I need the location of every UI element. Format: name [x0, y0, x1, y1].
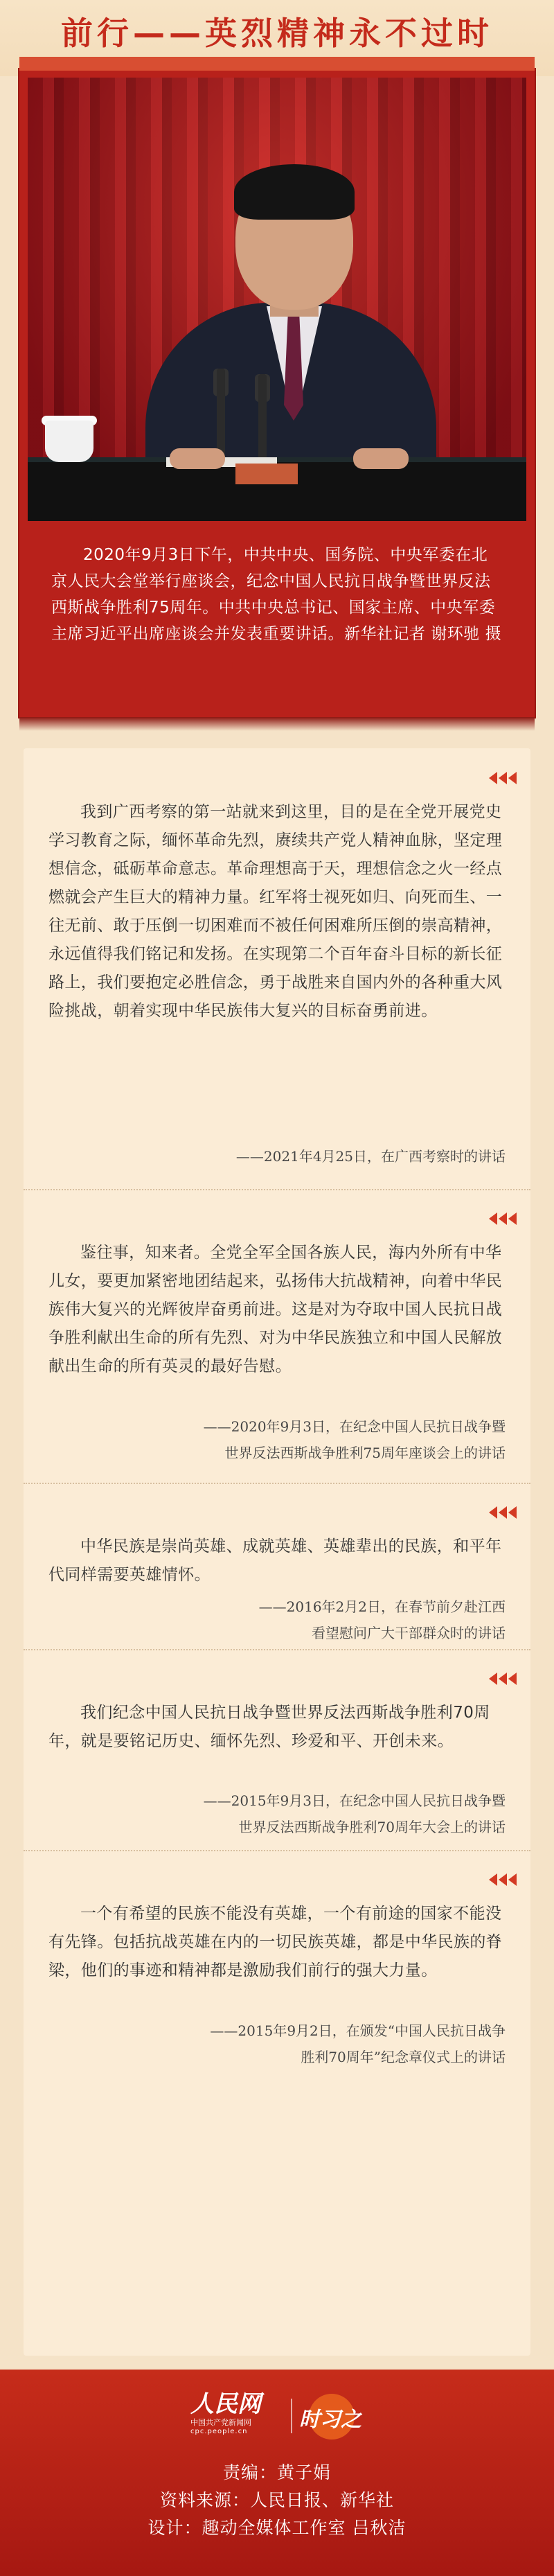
triple-arrow-icon: [488, 1671, 518, 1686]
nameplate: [235, 464, 298, 484]
quote-source: ——2020年9月3日，在纪念中国人民抗日战争暨: [203, 1418, 506, 1435]
triple-arrow-icon: [488, 1505, 518, 1520]
source-credit: 资料来源：人民日报、新华社: [159, 2490, 394, 2510]
quote-source: ——2015年9月3日，在纪念中国人民抗日战争暨: [203, 1792, 506, 1809]
page-title: 前行——英烈精神永不过时: [61, 15, 493, 52]
quote-source: ——2021年4月25日，在广西考察时的讲话: [235, 1148, 506, 1165]
design-credit: 设计：趣动全媒体工作室 吕秋洁: [148, 2518, 406, 2538]
quote-text: 一个有希望的民族不能没有英雄，一个有前途的国家不能没有先锋。包括抗战英雄在内的一切民族英雄，都是中华民族的脊梁，他们的事迹和精神都是激励我们前行的强大力量。: [48, 1905, 503, 1979]
people-cn-logo[interactable]: 人民网 中国共产党新闻网 cpc.people.cn: [190, 2390, 261, 2435]
quote-source: 世界反法西斯战争胜利70周年大会上的讲话: [238, 1819, 506, 1835]
divider: [24, 1483, 530, 1484]
triple-arrow-icon: [488, 1872, 518, 1887]
quote-text: 我到广西考察的第一站就来到这里，目的是在全党开展党史学习教育之际，缅怀革命先烈，赓续共产党人精神血脉，坚定理想信念，砥砺革命意志。革命理想高于天，理想信念之火一经点燃就会产生巨大的精神力量。红军将士视死如归、向死而生、一往无前、敢于压倒一切困难而不被任何困难所压倒的崇高精神，永远值得我们铭记和发扬。在实现第二个百年奋斗目标的新长征路上，我们要抱定必胜信念，勇于战胜来自国内外的各种重大风险挑战，朝着实现中华民族伟大复兴的目标奋勇前进。: [48, 803, 503, 1020]
quote-text: 中华民族是崇尚英雄、成就英雄、英雄辈出的民族，和平年代同样需要英雄情怀。: [48, 1537, 502, 1584]
logo-separator: [291, 2399, 292, 2433]
quote-text: 我们纪念中国人民抗日战争暨世界反法西斯战争胜利70周年，就是要铭记历史、缅怀先烈、珍爱和平、开创未来。: [48, 1704, 490, 1750]
triple-arrow-icon: [488, 1211, 518, 1226]
editor-credit: 责编：黄子娟: [222, 2462, 331, 2482]
quote-text: 鉴往事，知来者。全党全军全国各族人民，海内外所有中华儿女，要更加紧密地团结起来，弘扬伟大抗战精神，向着中华民族伟大复兴的光辉彼岸奋勇前进。这是对为夺取中国人民抗日战争胜利献出生命的所有先烈、对为中华民族独立和中国人民解放献出生命的所有英灵的最好告慰。: [48, 1244, 503, 1375]
quotes-card: [24, 748, 530, 2356]
divider: [24, 1850, 530, 1851]
triple-arrow-icon: [488, 770, 518, 786]
teacup: [45, 421, 93, 462]
photo-caption: 2020年9月3日下午，中共中央、国务院、中央军委在北京人民大会堂举行座谈会，纪念中国人民抗日战争暨世界反法西斯战争胜利75周年。中共中央总书记、国家主席、中央军委主席习近平出席座谈会并发表重要讲话。新华社记者 谢环驰 摄: [51, 546, 502, 643]
quote-source: 看望慰问广大干部群众时的讲话: [312, 1625, 506, 1641]
photo-frame: [19, 69, 535, 717]
frame-fold: [19, 57, 535, 71]
quote-source: 胜利70周年”纪念章仪式上的讲话: [301, 2049, 506, 2065]
divider: [24, 1649, 530, 1650]
quote-source: ——2016年2月2日，在春节前夕赴江西: [258, 1598, 506, 1615]
shixizhi-logo[interactable]: 时习之: [299, 2394, 375, 2435]
quote-source: 世界反法西斯战争胜利75周年座谈会上的讲话: [224, 1445, 506, 1461]
news-photo: [28, 78, 526, 521]
quote-source: ——2015年9月2日，在颁发“中国人民抗日战争: [210, 2022, 506, 2039]
divider: [24, 1189, 530, 1190]
